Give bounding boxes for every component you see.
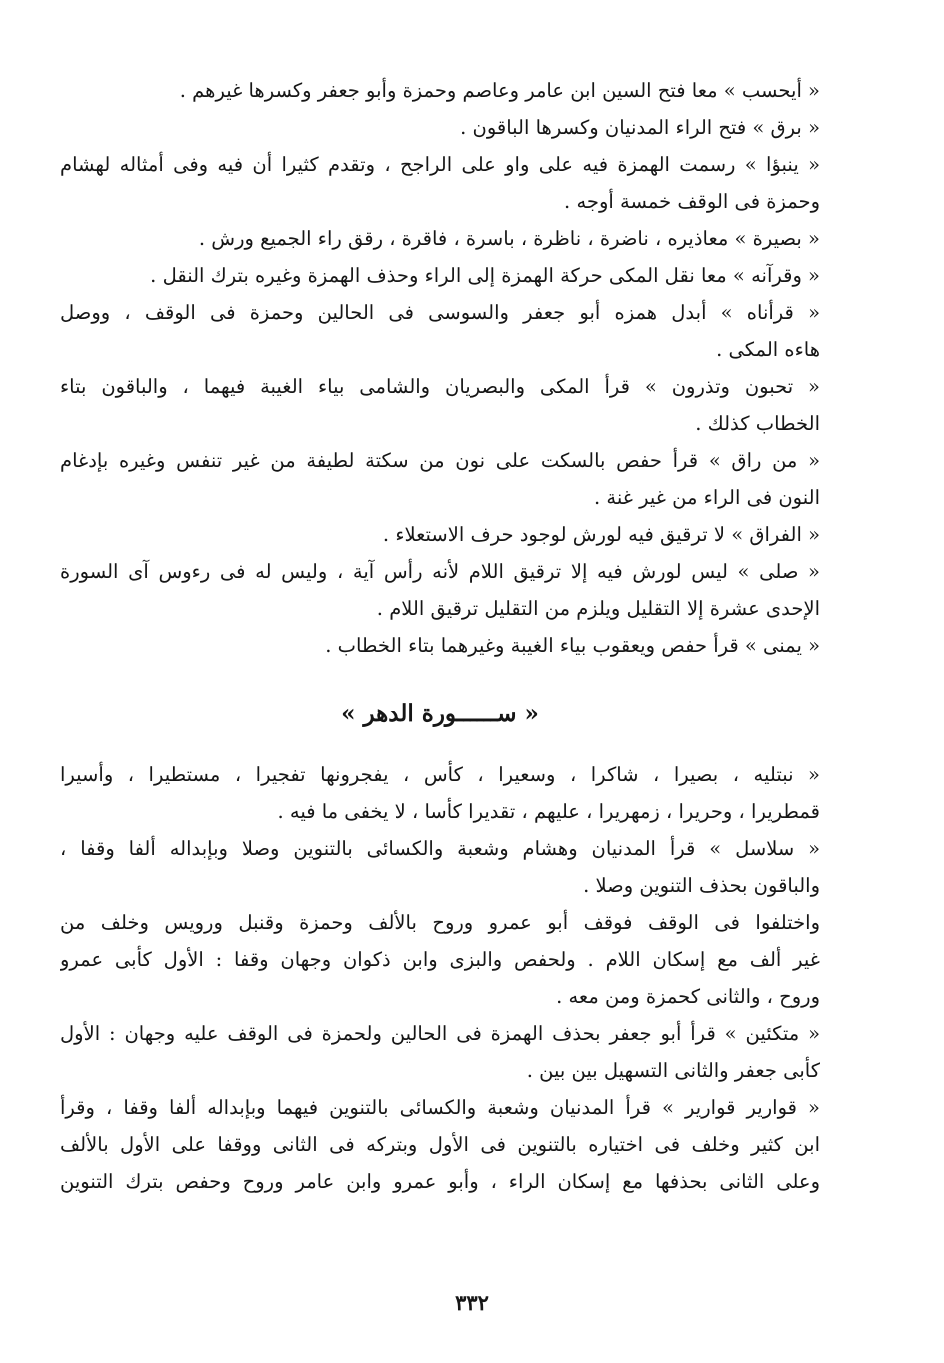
text-line: « أيحسب » معا فتح السين ابن عامر وعاصم وحمزة وأبو جعفر وكسرها غيرهم . [179,79,820,102]
text-line: « برق » فتح الراء المدنيان وكسرها الباقون . [460,116,820,139]
page-number: ٣٣٢ [455,1290,489,1315]
page-body [60,72,820,1200]
text-line: « قوارير قوارير » قرأ المدنيان وشعبة والكسائى بالتنوين فيهما وبإبداله ألفا وقفا ، وقرأ [60,1096,820,1119]
text-line: « صلى » ليس لورش فيه إلا ترقيق اللام لأنه رأس آية ، وليس له فى رءوس آى السورة [60,560,820,583]
text-line: « نبتليه ، بصيرا ، شاكرا ، وسعيرا ، كأس ، يفجرونها تفجيرا ، مستطيرا ، وأسيرا [60,763,820,786]
text-line: وعلى الثانى بحذفها مع إسكان الراء ، وأبو عمرو وابن عامر وروح وحفص بترك التنوين [60,1170,820,1193]
text-line: « متكئين » قرأ أبو جعفر بحذف الهمزة فى الحالين ولحمزة فى الوقف عليه وجهان : الأول [60,1022,820,1045]
text-line: « سلاسل » قرأ المدنيان وهشام وشعبة والكسائى بالتنوين وصلا وبإبداله ألفا وقفا ، [60,837,820,860]
text-line: النون فى الراء من غير غنة . [594,486,820,509]
text-line: كأبى جعفر والثانى التسهيل بين بين . [526,1059,820,1082]
text-line: واختلفوا فى الوقف فوقف أبو عمرو وروح بالألف وحمزة وقنبل ورويس وخلف من [60,911,820,934]
text-line: هاءه المكى . [716,338,820,361]
text-line: قمطريرا ، وحريرا ، زمهريرا ، عليهم ، تقديرا كأسا ، لا يخفى ما فيه . [277,800,820,823]
text-line: « من راق » قرأ حفص بالسكت على نون من سكتة لطيفة من غير تنفس وغيره بإدغام [60,449,820,472]
section-heading: « ســــــورة الدهر » [341,700,539,727]
text-line: وحمزة فى الوقف خمسة أوجه . [564,190,820,213]
text-line: « وقرآنه » معا نقل المكى حركة الهمزة إلى الراء وحذف الهمزة وغيره بترك النقل . [150,264,820,287]
text-line: الإحدى عشرة إلا التقليل ويلزم من التقليل ترقيق اللام . [376,597,820,620]
text-line: « ينبؤا » رسمت الهمزة فيه على واو على الراجح ، وتقدم كثيرا أن فيه وفى أمثاله لهشام [60,153,820,176]
text-line: ابن كثير وخلف فى اختياره بالتنوين فى الأول وبتركه فى الثانى ووقفا على الأول بالألف [60,1133,820,1156]
text-line: « يمنى » قرأ حفص ويعقوب بياء الغيبة وغيرهما بتاء الخطاب . [325,634,820,657]
text-line: « بصيرة » معاذيره ، ناضرة ، ناظرة ، باسرة ، فاقرة ، رقق راء الجميع ورش . [198,227,820,250]
text-line: « الفراق » لا ترقيق فيه لورش لوجود حرف الاستعلاء . [382,523,820,546]
text-line: « تحبون وتذرون » قرأ المكى والبصريان والشامى بياء الغيبة فيهما ، والباقون بتاء [60,375,820,398]
text-line: وروح ، والثانى كحمزة ومن معه . [556,985,820,1008]
text-line: والباقون بحذف التنوين وصلا . [583,874,820,897]
text-line: الخطاب كذلك . [695,412,820,435]
text-line: « قرأناه » أبدل همزه أبو جعفر والسوسى فى الحالين وحمزة فى الوقف ، ووصل [60,301,820,324]
text-line: غير ألف مع إسكان اللام . ولحفص والبزى وابن ذكوان وجهان وقفا : الأول كأبى عمرو [60,948,820,971]
